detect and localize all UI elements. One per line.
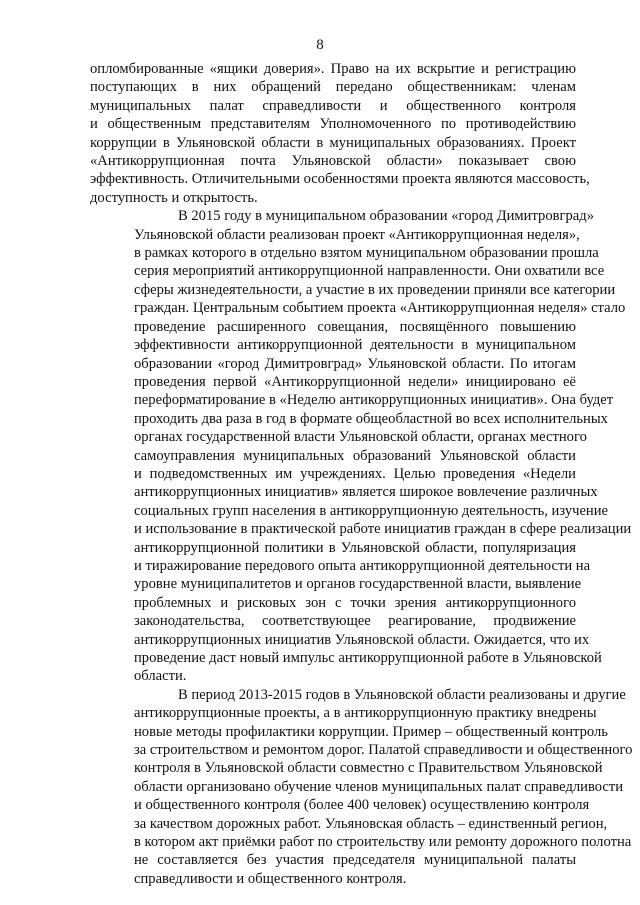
paragraph <box>90 686 633 888</box>
text-line: уровне муниципалитетов и органов государственной власти, выявление <box>134 576 582 593</box>
text-line: самоуправления муниципальных образований Ульяновской области <box>134 447 576 464</box>
text-line: контроля в Ульяновской области совместно с Правительством Ульяновской <box>134 760 603 777</box>
text-line: граждан. Центральным событием проекта «Антикоррупционная неделя» стало <box>134 300 626 317</box>
text-line: органах государственной власти Ульяновской области, органах местного <box>134 429 587 446</box>
text-line: опломбированные «ящики доверия». Право на их вскрытие и регистрацию <box>90 61 576 77</box>
paragraph <box>90 207 632 686</box>
text-line: сферы жизнедеятельности, а участие в их проведении приняли все категории <box>134 281 616 298</box>
text-line: новые методы профилактики коррупции. Пример – общественный контроль <box>134 723 608 740</box>
text-line: проведение расширенного совещания, посвящённого повышению <box>134 318 576 335</box>
text-line: за качеством дорожных работ. Ульяновская область – единственный регион, <box>134 815 608 832</box>
text-line: справедливости и общественного контроля. <box>134 870 407 887</box>
document-body <box>90 60 633 888</box>
text-line: за строительством и ремонтом дорог. Палатой справедливости и общественного <box>134 742 633 759</box>
text-line: Ульяновской области реализован проект «Антикоррупционная неделя», <box>134 226 580 243</box>
paragraph <box>90 60 590 207</box>
text-line: области организовано обучение членов муниципальных палат справедливости <box>134 778 624 795</box>
text-line: эффективности антикоррупционной деятельности в муниципальном <box>134 337 576 354</box>
text-line: в котором акт приёмки работ по строительству или ремонту дорожного полотна <box>134 834 632 851</box>
text-line: серия мероприятий антикоррупционной направленности. Они охватили все <box>134 263 605 280</box>
text-line: «Антикоррупционная почта Ульяновской области» показывает свою <box>90 153 576 170</box>
text-line: доступность и открытость. <box>90 189 258 206</box>
text-line: и подведомственных им учреждениях. Целью проведения «Недели <box>134 465 576 482</box>
text-line: антикоррупционной политики в Ульяновской области, популяризация <box>134 539 576 556</box>
text-line: проходить два раза в год в формате общеобластной во всех исполнительных <box>134 410 608 427</box>
text-line: области. <box>134 668 187 685</box>
text-line: и использование в практической работе инициатив граждан в сфере реализации <box>134 521 632 538</box>
text-line: поступающих в них обращений передано общественникам: членам <box>90 79 576 96</box>
text-line: антикоррупционных инициатив» является широкое вовлечение различных <box>134 484 598 501</box>
text-line: проблемных и рисковых зон с точки зрения антикоррупционного <box>134 594 576 611</box>
text-line: антикоррупционных инициатив Ульяновской области. Ожидается, что их <box>134 631 590 648</box>
text-line: в рамках которого в отдельно взятом муниципальном образовании прошла <box>134 245 599 262</box>
text-line: коррупции в Ульяновской области в муниципальных образованиях. Проект <box>90 134 576 151</box>
text-line: проведение даст новый импульс антикоррупционной работе в Ульяновской <box>134 650 602 666</box>
text-line: и общественного контроля (более 400 человек) осуществлению контроля <box>134 797 590 814</box>
page-number: 8 <box>316 37 324 53</box>
text-line: муниципальных палат справедливости и общественного контроля <box>90 97 576 114</box>
text-line: законодательства, соответствующее реагирование, продвижение <box>134 613 576 630</box>
text-line: и общественным представителям Уполномоченного по противодействию <box>90 116 576 133</box>
text-line: и тиражирование передового опыта антикоррупционной деятельности на <box>134 557 591 574</box>
text-line: образовании «город Димитровград» Ульяновской области. По итогам <box>134 355 576 372</box>
text-line: переформатирование в «Неделю антикоррупционных инициатив». Она будет <box>134 392 614 409</box>
text-line: В период 2013-2015 годов в Ульяновской области реализованы и другие <box>178 686 626 703</box>
text-line: эффективность. Отличительными особенностями проекта являются массовость, <box>90 171 590 188</box>
text-line: проведения первой «Антикоррупционной недели» инициировано её <box>134 373 576 390</box>
text-line: не составляется без участия председателя муниципальной палаты <box>134 852 576 869</box>
text-line: антикоррупционные проекты, а в антикоррупционную практику внедрены <box>134 705 597 722</box>
text-line: социальных групп населения в антикоррупционную деятельность, изучение <box>134 502 609 519</box>
text-line: В 2015 году в муниципальном образовании «город Димитровград» <box>178 208 594 225</box>
